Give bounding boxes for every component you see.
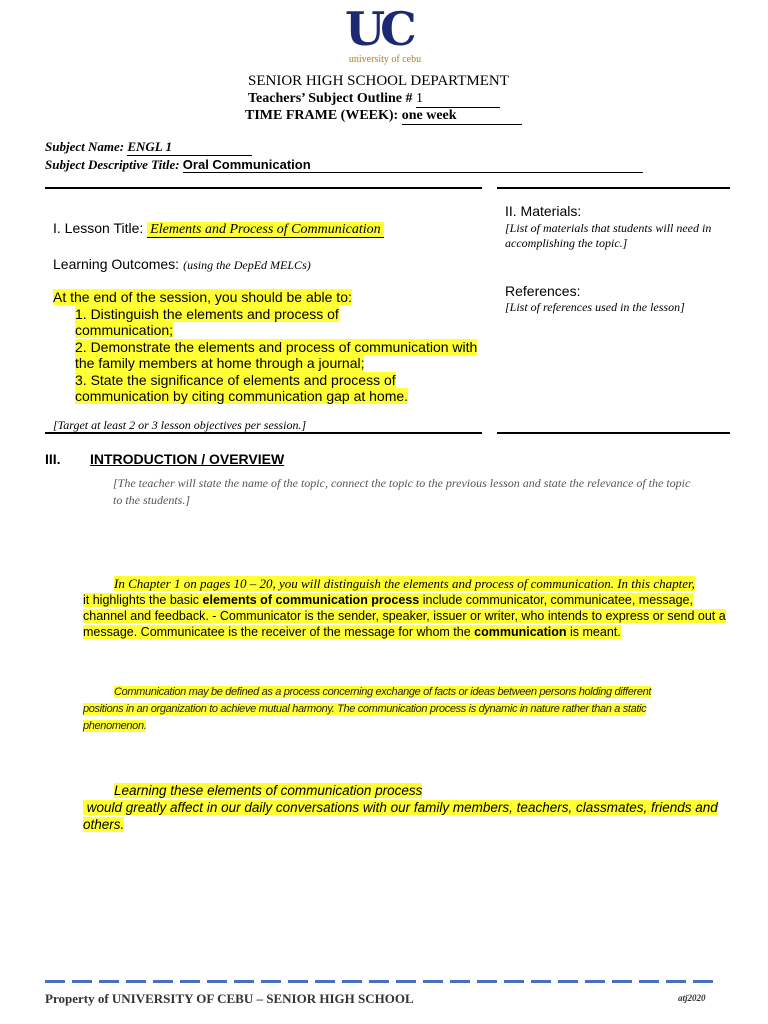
footer-dash bbox=[261, 980, 281, 983]
footer-dash bbox=[612, 980, 632, 983]
footer-dash bbox=[450, 980, 470, 983]
target-note: [Target at least 2 or 3 lesson objectives per session.] bbox=[53, 418, 307, 432]
objectives-block bbox=[53, 289, 483, 405]
p3-line-1: Learning these elements of communication process bbox=[114, 783, 423, 798]
outline-number: 1 bbox=[416, 91, 500, 108]
materials-note-line-2: accomplishing the topic.] bbox=[505, 236, 628, 250]
footer-dash bbox=[585, 980, 605, 983]
footer-dash bbox=[396, 980, 416, 983]
objective-1-line-1: 1. Distinguish the elements and process of bbox=[75, 305, 339, 322]
materials-note-line-1: [List of materials that students will need in bbox=[505, 221, 712, 235]
timeframe-line bbox=[245, 108, 522, 125]
outline-label: Teachers’ Subject Outline # bbox=[248, 91, 413, 106]
footer-dash bbox=[693, 980, 713, 983]
subject-name-value: ENGL 1 bbox=[127, 139, 252, 156]
footer-dash bbox=[504, 980, 524, 983]
footer-dash bbox=[207, 980, 227, 983]
p1-line-4-a: message. Communicatee is the receiver of the message for whom the bbox=[83, 625, 475, 639]
p1-line-2-c: include communicator, communicatee, message, bbox=[419, 593, 693, 607]
lesson-title-value: Elements and Process of Communication bbox=[147, 222, 383, 238]
p1-line-4-bold: communication bbox=[474, 625, 567, 639]
objective-1-line-2: communication; bbox=[75, 322, 174, 338]
footer-dash bbox=[666, 980, 686, 983]
footer-dash bbox=[531, 980, 551, 983]
section-title: INTRODUCTION / OVERVIEW bbox=[90, 451, 285, 467]
p2-line-1: Communication may be defined as a process concerning exchange of facts or ideas between persons holding different bbox=[114, 686, 652, 698]
footer-dash bbox=[99, 980, 119, 983]
timeframe-value: one week bbox=[402, 108, 522, 125]
materials-title: II. Materials: bbox=[505, 203, 582, 219]
paragraph-3 bbox=[83, 782, 743, 833]
outline-line bbox=[248, 91, 500, 108]
materials-note bbox=[505, 221, 711, 251]
logo-mark: UC bbox=[345, 2, 412, 56]
section-note bbox=[113, 475, 733, 509]
learning-outcomes-note: (using the DepEd MELCs) bbox=[183, 258, 311, 272]
timeframe-label: TIME FRAME (WEEK): bbox=[245, 108, 399, 123]
p3-line-2: would greatly affect in our daily conversations with our family members, teachers, classmates, friends and bbox=[83, 800, 718, 815]
footer-dash bbox=[315, 980, 335, 983]
objective-3-line-1: 3. State the significance of elements and process of bbox=[75, 371, 396, 388]
lesson-title-label: I. Lesson Title: bbox=[53, 220, 144, 236]
university-logo bbox=[335, 2, 435, 68]
footer-dash bbox=[342, 980, 362, 983]
paragraph-2 bbox=[83, 684, 743, 735]
lesson-title-line bbox=[53, 220, 384, 238]
subject-desc-line bbox=[45, 157, 643, 173]
objectives-intro: At the end of the session, you should be able to: bbox=[53, 289, 352, 305]
p1-line-2-bold: elements of communication process bbox=[202, 593, 420, 607]
footer-code: atj2020 bbox=[678, 993, 706, 1003]
footer-dash bbox=[126, 980, 146, 983]
subject-name-label: Subject Name: bbox=[45, 139, 125, 154]
footer-dash bbox=[234, 980, 254, 983]
footer-property: Property of UNIVERSITY OF CEBU – SENIOR HIGH SCHOOL bbox=[45, 991, 414, 1006]
right-top-rule bbox=[497, 187, 730, 189]
footer-dash bbox=[423, 980, 443, 983]
objective-2-line-2: the family members at home through a journal; bbox=[75, 355, 365, 371]
footer-dash bbox=[288, 980, 308, 983]
section-note-line-1: [The teacher will state the name of the topic, connect the topic to the previous lesson and state the relevance of the topic bbox=[113, 476, 691, 490]
footer-dash bbox=[477, 980, 497, 983]
footer-dash bbox=[639, 980, 659, 983]
p3-line-3: others. bbox=[83, 817, 125, 832]
references-note: [List of references used in the lesson] bbox=[505, 300, 685, 314]
footer-dash bbox=[153, 980, 173, 983]
footer-dash bbox=[558, 980, 578, 983]
p2-line-2: positions in an organization to achieve mutual harmony. The communication process is dynamic in nature rather than a static bbox=[83, 703, 647, 715]
objective-3-line-2: communication by citing communication gap at home. bbox=[75, 388, 409, 404]
subject-desc-value: Oral Communication bbox=[183, 157, 643, 173]
logo-name: university of cebu bbox=[348, 54, 422, 65]
footer-dash bbox=[72, 980, 92, 983]
p1-line-1: In Chapter 1 on pages 10 – 20, you will distinguish the elements and process of communication. In this chapter, bbox=[114, 576, 695, 591]
p1-line-3: channel and feedback. - Communicator is the sender, speaker, issuer or writer, who intends to express or send out a bbox=[83, 609, 726, 623]
section-note-line-2: to the students.] bbox=[113, 493, 190, 507]
subject-name-line bbox=[45, 139, 252, 156]
paragraph-1 bbox=[83, 576, 738, 640]
learning-outcomes-line bbox=[53, 256, 311, 274]
learning-outcomes-label: Learning Outcomes: bbox=[53, 256, 180, 272]
p1-line-2 bbox=[83, 593, 693, 607]
subject-desc-label: Subject Descriptive Title: bbox=[45, 157, 180, 172]
department-title: SENIOR HIGH SCHOOL DEPARTMENT bbox=[248, 73, 509, 89]
section-numeral: III. bbox=[45, 451, 61, 467]
footer-dash bbox=[180, 980, 200, 983]
footer-dash bbox=[45, 980, 65, 983]
footer-dash bbox=[369, 980, 389, 983]
left-top-rule bbox=[45, 187, 482, 189]
p2-line-3: phenomenon. bbox=[83, 720, 147, 732]
objective-2-line-1: 2. Demonstrate the elements and process of communication with bbox=[75, 338, 478, 355]
p1-line-4-c: is meant. bbox=[566, 625, 621, 639]
p1-line-2-a: it highlights the basic bbox=[83, 593, 203, 607]
p1-line-4 bbox=[83, 625, 621, 639]
references-title: References: bbox=[505, 283, 581, 299]
right-bottom-rule bbox=[497, 432, 730, 434]
